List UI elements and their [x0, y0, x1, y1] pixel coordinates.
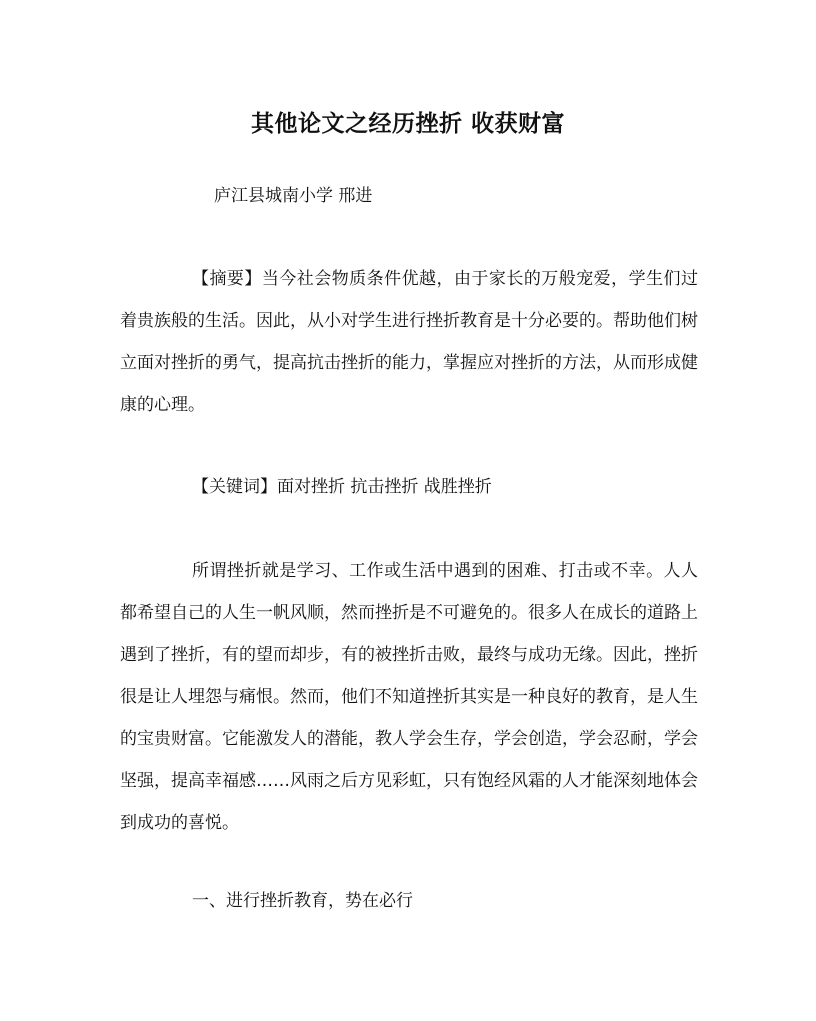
- author-line: 庐江县城南小学 邢进: [214, 186, 373, 206]
- body-paragraph: 所谓挫折就是学习、工作或生活中遇到的困难、打击或不幸。人人都希望自己的人生一帆风顺，然而挫折是不可避免的。很多人在成长的道路上遇到了挫折，有的望而却步，有的被挫折击败，最终与成功无缘。因此，挫折很是让人埋怨与痛恨。然而，他们不知道挫折其实是一种良好的教育，是人生的宝贵财富。它能激发人的潜能，教人学会生存，学会创造，学会忍耐，学会坚强，提高幸福感……风雨之后方见彩虹，只有饱经风霜的人才能深刻地体会到成功的喜悦。: [120, 561, 698, 833]
- abstract-paragraph: 【摘要】当今社会物质条件优越，由于家长的万般宠爱，学生们过着贵族般的生活。因此，从小对学生进行挫折教育是十分必要的。帮助他们树立面对挫折的勇气，提高抗击挫折的能力，掌握应对挫折的方法，从而形成健康的心理。: [120, 269, 698, 415]
- section-heading: 一、进行挫折教育，势在必行: [192, 891, 413, 911]
- keywords-paragraph: 【关键词】面对挫折 抗击挫折 战胜挫折: [192, 477, 492, 497]
- document-title: 其他论文之经历挫折 收获财富: [250, 110, 565, 137]
